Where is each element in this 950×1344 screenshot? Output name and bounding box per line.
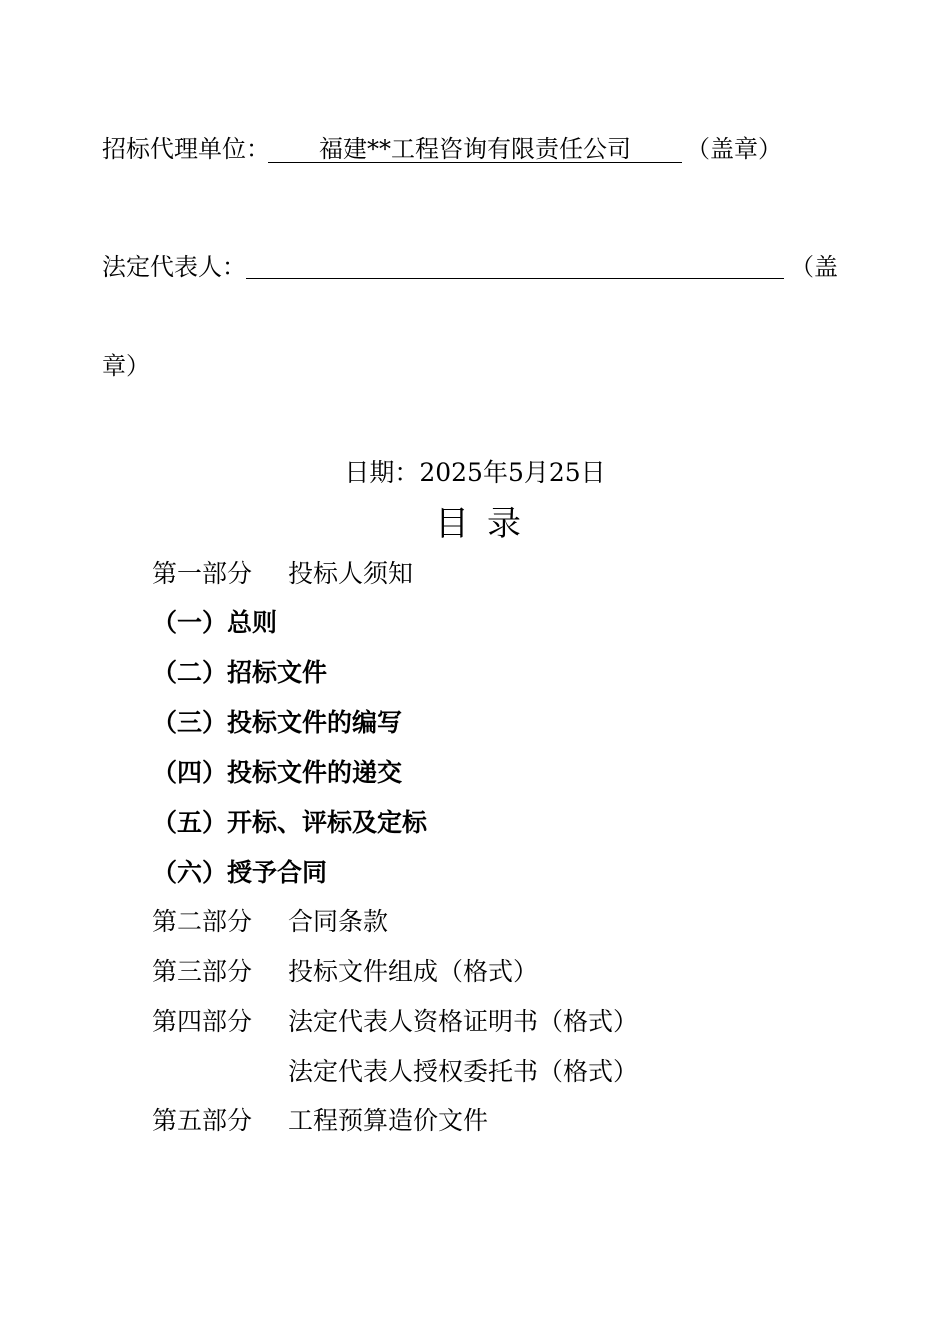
toc-part-number: 第二部分 [152, 907, 253, 936]
toc-section-6: （六）授予合同 [152, 858, 328, 887]
representative-stamp-note-part2: 章） [102, 352, 150, 380]
toc-section-4: （四）投标文件的递交 [152, 758, 403, 787]
toc-section-2: （二）招标文件 [152, 658, 328, 687]
toc-part-4 [152, 1007, 638, 1037]
agency-stamp-note: （盖章） [686, 135, 782, 163]
agency-name-field: 福建**工程咨询有限责任公司 [268, 134, 682, 163]
toc-part-4-continuation: 法定代表人授权委托书（格式） [288, 1057, 639, 1086]
representative-signature-line [246, 252, 784, 279]
representative-label: 法定代表人： [102, 253, 246, 281]
document-date: 日期：2025年5月25日 [344, 458, 606, 487]
toc-part-number: 第三部分 [152, 957, 253, 986]
toc-part-3 [152, 957, 538, 987]
toc-part-title: 投标人须知 [288, 559, 414, 588]
toc-part-number: 第一部分 [152, 559, 253, 588]
toc-part-title: 法定代表人资格证明书（格式） [288, 1007, 639, 1036]
toc-part-1 [152, 559, 413, 589]
agency-label: 招标代理单位： [102, 135, 270, 163]
toc-part-2 [152, 907, 388, 937]
toc-section-5: （五）开标、评标及定标 [152, 808, 428, 837]
toc-section-1: （一）总则 [152, 608, 278, 637]
representative-stamp-note-part1: （盖 [790, 253, 838, 281]
toc-part-title: 投标文件组成（格式） [288, 957, 539, 986]
toc-title: 目录 [435, 504, 539, 544]
toc-part-title: 工程预算造价文件 [288, 1106, 489, 1135]
toc-section-3: （三）投标文件的编写 [152, 708, 403, 737]
toc-part-number: 第四部分 [152, 1007, 253, 1036]
toc-part-number: 第五部分 [152, 1106, 253, 1135]
toc-part-5 [152, 1106, 488, 1136]
toc-part-title: 合同条款 [288, 907, 389, 936]
